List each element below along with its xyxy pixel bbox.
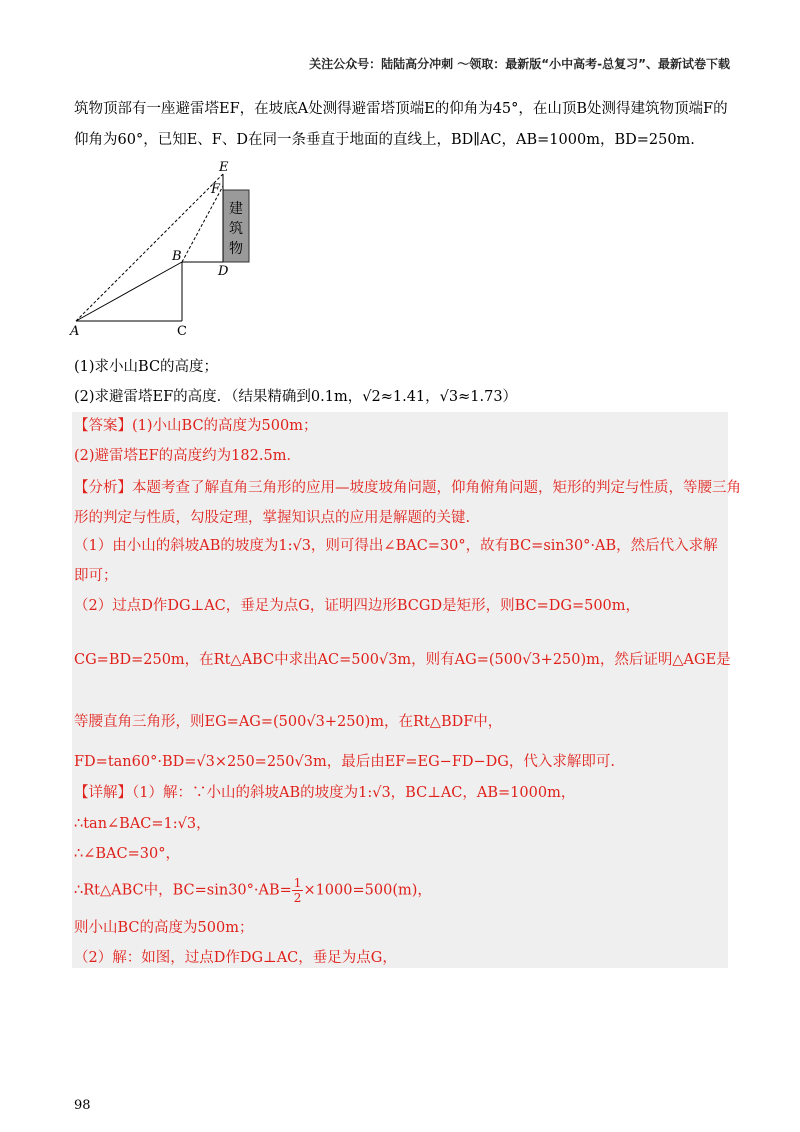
label-B: B (172, 249, 182, 264)
building-char-1: 建 (229, 201, 243, 217)
detail-line-6: （2）解：如图，过点D作DG⊥AC，垂足为点G， (74, 950, 397, 966)
label-F: F (211, 182, 221, 197)
page-number: 98 (74, 1098, 91, 1113)
detail-line-4-a: ∴Rt△ABC中，BC=sin30°·AB= (74, 882, 292, 899)
analysis-line-6: CG=BD=250m，在Rt△ABC中求出AC=500√3m，则有AG=(500√3+250)m，然后证明△AGE是 (74, 652, 731, 668)
analysis-line-2: 形的判定与性质，勾股定理，掌握知识点的应用是解题的关键. (74, 510, 471, 526)
detail-line-1: 【详解】（1）解：∵小山的斜坡AB的坡度为1:√3，BC⊥AC，AB=1000m， (74, 785, 576, 801)
detail-line-4-b: ×1000=500(m)， (303, 882, 432, 899)
problem-line-1: 筑物顶部有一座避雷塔EF，在坡底A处测得避雷塔顶端E的仰角为45°，在山顶B处测得建筑物顶端F的 (74, 101, 728, 117)
detail-line-4 (74, 876, 432, 905)
answer-line-2: (2)避雷塔EF的高度约为182.5m． (74, 448, 301, 464)
line-AB (76, 262, 182, 321)
detail-line-2: ∴tan∠BAC=1:√3， (74, 816, 211, 832)
line-BF (182, 186, 223, 262)
question-2: (2)求避雷塔EF的高度．（结果精确到0.1m，√2≈1.41，√3≈1.73） (74, 389, 518, 405)
page-header: 关注公众号：陆陆高分冲刺 〜领取：最新版“小中高考-总复习”、最新试卷下载 (309, 57, 730, 71)
analysis-line-5: （2）过点D作DG⊥AC，垂足为点G，证明四边形BCGD是矩形，则BC=DG=500m， (74, 598, 641, 614)
fraction-denominator: 2 (293, 891, 302, 905)
analysis-line-7: 等腰直角三角形，则EG=AG=(500√3+250)m，在Rt△BDF中， (74, 714, 503, 730)
fraction-one-half (292, 876, 304, 905)
label-A: A (70, 324, 80, 339)
fraction-numerator: 1 (293, 876, 302, 890)
detail-line-3: ∴∠BAC=30°， (74, 846, 180, 862)
line-AE (76, 174, 223, 321)
answer-line-1: 【答案】(1)小山BC的高度为500m； (74, 418, 318, 434)
detail-line-5: 则小山BC的高度为500m； (74, 920, 254, 936)
question-1: (1)求小山BC的高度； (74, 359, 219, 375)
building-char-2: 筑 (229, 221, 243, 237)
analysis-line-3: （1）由小山的斜坡AB的坡度为1:√3，则可得出∠BAC=30°，故有BC=sin30°·AB，然后代入求解 (74, 538, 718, 554)
analysis-line-4: 即可； (74, 568, 118, 584)
building-char-3: 物 (229, 241, 243, 257)
analysis-line-8: FD=tan60°·BD=√3×250=250√3m，最后由EF=EG−FD−DG，代入求解即可. (74, 754, 615, 770)
label-D: D (218, 264, 229, 279)
geometry-figure (64, 156, 264, 341)
label-C: C (177, 324, 187, 339)
analysis-line-1: 【分析】本题考查了解直角三角形的应用—坡度坡角问题，仰角俯角问题，矩形的判定与性质，等腰三角 (74, 480, 741, 496)
label-E: E (219, 160, 229, 175)
problem-line-2: 仰角为60°，已知E、F、D在同一条垂直于地面的直线上，BD∥AC，AB=1000m，BD=250m. (74, 132, 695, 148)
